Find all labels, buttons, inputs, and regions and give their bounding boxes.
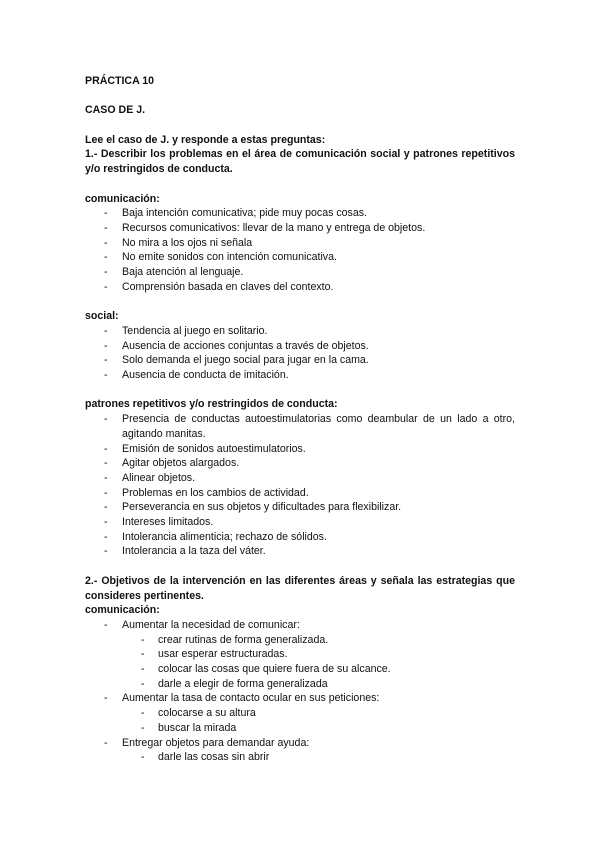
list-objetivos xyxy=(85,618,515,765)
document-content xyxy=(85,74,515,765)
list-item: - Perseverancia en sus objetos y dificultades para flexibilizar. xyxy=(104,501,402,514)
strategy-item: - buscar la mirada xyxy=(141,721,237,734)
list-item: - Solo demanda el juego social para jugar en la cama. xyxy=(104,354,369,367)
list-comunicacion xyxy=(85,206,515,294)
strategy-item: - crear rutinas de forma generalizada. xyxy=(141,633,329,646)
goal-item: - Aumentar la necesidad de comunicar: - crear rutinas de forma generalizada. - usar esperar estructuradas. - colocar las cosas que quiere fuera de su alcance. - darle a elegir de forma generalizada xyxy=(85,618,515,692)
list-item: - Problemas en los cambios de actividad. xyxy=(104,486,309,499)
case-title: CASO DE J. xyxy=(85,104,146,117)
strategy-item: - usar esperar estructuradas. xyxy=(141,648,288,661)
list-item: - Alinear objetos. xyxy=(104,471,196,484)
strategy-item: - darle las cosas sin abrir xyxy=(141,751,270,764)
strategy-item: - colocarse a su altura xyxy=(141,707,256,720)
list-item: - Baja intención comunicativa; pide muy pocas cosas. xyxy=(104,207,367,220)
list-item: - Baja atención al lenguaje. xyxy=(104,266,244,279)
list-item: - Intolerancia a la taza del váter. xyxy=(104,545,266,558)
strategy-list xyxy=(122,706,515,735)
list-patrones xyxy=(85,412,515,559)
list-item: - Presencia de conductas autoestimulatorias como deambular de un lado a otro, agitando manitas. xyxy=(104,413,515,440)
question-1: 1.- Describir los problemas en el área de comunicación social y patrones repetitivos y/o restringidos de conducta. xyxy=(85,148,515,176)
list-item: - No emite sonidos con intención comunicativa. xyxy=(104,251,337,264)
page-title: PRÁCTICA 10 xyxy=(85,75,155,87)
strategy-item: - darle a elegir de forma generalizada xyxy=(141,677,328,690)
strategy-list xyxy=(122,750,515,765)
goal-item: - Entregar objetos para demandar ayuda: - darle las cosas sin abrir xyxy=(85,736,515,765)
section-heading-comunicacion: comunicación: xyxy=(85,192,160,205)
list-item: - Ausencia de acciones conjuntas a través de objetos. xyxy=(104,339,369,352)
goal-item: - Aumentar la tasa de contacto ocular en sus peticiones: - colocarse a su altura - buscar la mirada xyxy=(85,691,515,735)
list-item: - Emisión de sonidos autoestimulatorios. xyxy=(104,442,306,455)
list-item: - Recursos comunicativos: llevar de la mano y entrega de objetos. xyxy=(104,221,426,234)
section-heading-social: social: xyxy=(85,310,119,323)
list-item: - Tendencia al juego en solitario. xyxy=(104,324,268,337)
list-item: - Ausencia de conducta de imitación. xyxy=(104,369,289,381)
section-heading-comunicacion-2: comunicación: xyxy=(85,604,160,617)
section-heading-patrones: patrones repetitivos y/o restringidos de conducta: xyxy=(85,398,338,411)
list-item: - Intolerancia alimenticia; rechazo de sólidos. xyxy=(104,530,327,543)
strategy-item: - colocar las cosas que quiere fuera de su alcance. xyxy=(141,663,391,676)
list-item: - Agitar objetos alargados. xyxy=(104,457,240,470)
list-item: - Comprensión basada en claves del contexto. xyxy=(104,280,334,293)
strategy-list xyxy=(122,633,515,692)
intro-line: Lee el caso de J. y responde a estas preguntas: xyxy=(85,133,326,146)
question-2: 2.- Objetivos de la intervención en las diferentes áreas y señala las estrategias que consideres pertinentes. xyxy=(85,574,515,602)
list-item: - No mira a los ojos ni señala xyxy=(104,236,253,249)
list-item: - Intereses limitados. xyxy=(104,516,214,529)
list-social xyxy=(85,324,515,383)
